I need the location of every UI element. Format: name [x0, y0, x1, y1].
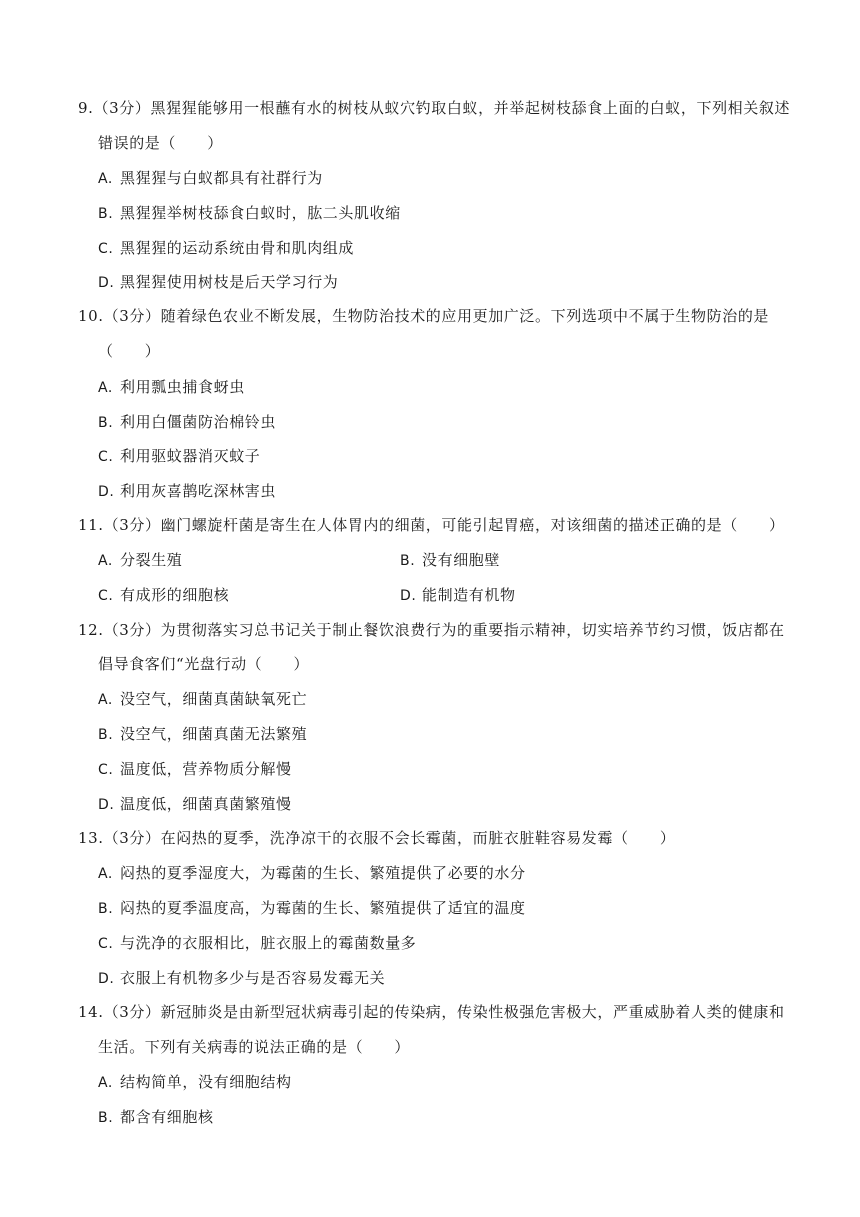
option-a — [98, 377, 245, 398]
question-stem-continued: （ ） — [98, 342, 161, 360]
option-letter: A. — [98, 866, 113, 882]
question-score: （3分） — [103, 621, 161, 639]
option-letter: D. — [400, 588, 417, 604]
question-stem — [78, 306, 798, 326]
question-score: （3分） — [103, 307, 161, 325]
question-score: （3分） — [103, 829, 161, 847]
option-text: 黑猩猩的运动系统由骨和肌肉组成 — [120, 239, 355, 257]
question-text: 幽门螺旋杆菌是寄生在人体胃内的细菌，可能引起胃癌，对该细菌的描述正确的是（ ） — [160, 516, 785, 534]
option-text: 利用瓢虫捕食蚜虫 — [120, 378, 245, 396]
option-text: 没空气，细菌真菌缺氧死亡 — [120, 690, 308, 708]
question-stem — [78, 515, 798, 535]
question-stem-continued: 生活。下列有关病毒的说法正确的是（ ） — [98, 1038, 411, 1056]
question-text: 为贯彻落实习总书记关于制止餐饮浪费行为的重要指示精神，切实培养节约习惯，饭店都在 — [160, 621, 785, 639]
option-letter: A. — [98, 1075, 113, 1091]
option-letter: A. — [98, 553, 113, 569]
option-text: 衣服上有机物多少与是否容易发霉无关 — [120, 969, 386, 987]
option-text: 闷热的夏季温度高，为霉菌的生长、繁殖提供了适宜的温度 — [120, 899, 526, 917]
option-text: 都含有细胞核 — [120, 1108, 214, 1126]
option-text: 没空气，细菌真菌无法繁殖 — [120, 725, 308, 743]
option-b — [98, 412, 276, 433]
option-d — [98, 794, 292, 815]
option-a — [98, 689, 307, 710]
option-c — [98, 446, 260, 467]
option-c — [98, 238, 354, 259]
option-d — [98, 272, 338, 293]
option-c — [98, 585, 229, 606]
option-text: 没有细胞壁 — [422, 551, 501, 569]
option-text: 闷热的夏季湿度大，为霉菌的生长、繁殖提供了必要的水分 — [120, 864, 526, 882]
option-letter: C. — [98, 936, 114, 952]
option-letter: A. — [98, 692, 113, 708]
option-text: 黑猩猩举树枝舔食白蚁时，肱二头肌收缩 — [120, 204, 401, 222]
question-stem-continued: 倡导食客们“光盘行动（ ） — [98, 655, 310, 673]
option-letter: B. — [98, 206, 114, 222]
option-letter: C. — [98, 588, 114, 604]
option-d — [400, 585, 516, 606]
option-text: 黑猩猩使用树枝是后天学习行为 — [120, 273, 339, 291]
question-number: 12. — [78, 621, 104, 639]
option-letter: A. — [98, 380, 113, 396]
option-letter: D. — [98, 484, 115, 500]
option-text: 分裂生殖 — [120, 551, 183, 569]
question-score: （3分） — [103, 516, 161, 534]
option-d — [98, 968, 385, 989]
question-text: 新冠肺炎是由新型冠状病毒引起的传染病，传染性极强危害极大，严重威胁着人类的健康和 — [160, 1003, 785, 1021]
option-a — [98, 863, 526, 884]
option-letter: B. — [98, 1110, 114, 1126]
option-b — [98, 1107, 214, 1128]
option-text: 利用灰喜鹊吃深林害虫 — [120, 482, 277, 500]
question-stem — [78, 1002, 798, 1022]
option-text: 黑猩猩与白蚁都具有社群行为 — [120, 169, 323, 187]
question-text: 随着绿色农业不断发展，生物防治技术的应用更加广泛。下列选项中不属于生物防治的是 — [160, 307, 770, 325]
option-text: 能制造有机物 — [422, 586, 516, 604]
option-letter: D. — [98, 971, 115, 987]
option-b — [98, 203, 401, 224]
option-text: 与洗净的衣服相比，脏衣服上的霉菌数量多 — [120, 934, 417, 952]
option-letter: C. — [98, 241, 114, 257]
option-text: 温度低，细菌真菌繁殖慢 — [120, 795, 292, 813]
question-stem-continued: 错误的是（ ） — [98, 134, 223, 152]
option-letter: D. — [98, 797, 115, 813]
option-text: 结构简单，没有细胞结构 — [120, 1073, 292, 1091]
option-letter: A. — [98, 171, 113, 187]
option-c — [98, 759, 292, 780]
option-letter: C. — [98, 449, 114, 465]
question-text: 黑猩猩能够用一根蘸有水的树枝从蚁穴钓取白蚁，并举起树枝舔食上面的白蚁，下列相关叙述 — [150, 99, 791, 117]
option-letter: B. — [98, 727, 114, 743]
question-stem — [78, 98, 798, 118]
question-number: 11. — [78, 516, 104, 534]
question-stem — [78, 828, 798, 848]
option-b — [98, 898, 526, 919]
option-text: 利用白僵菌防治棉铃虫 — [120, 413, 277, 431]
option-text: 有成形的细胞核 — [120, 586, 230, 604]
option-d — [98, 481, 276, 502]
option-letter: B. — [98, 901, 114, 917]
question-number: 13. — [78, 829, 104, 847]
option-letter: D. — [98, 275, 115, 291]
question-text: 在闷热的夏季，洗净凉干的衣服不会长霉菌，而脏衣脏鞋容易发霉（ ） — [160, 829, 676, 847]
question-score: （3分） — [93, 99, 151, 117]
option-a — [98, 550, 182, 571]
option-letter: B. — [98, 415, 114, 431]
question-score: （3分） — [103, 1003, 161, 1021]
question-number: 9. — [78, 99, 94, 117]
question-number: 14. — [78, 1003, 104, 1021]
option-b — [400, 550, 500, 571]
question-number: 10. — [78, 307, 104, 325]
question-stem — [78, 620, 798, 640]
option-a — [98, 1072, 292, 1093]
option-b — [98, 724, 307, 745]
option-letter: B. — [400, 553, 416, 569]
option-letter: C. — [98, 762, 114, 778]
option-c — [98, 933, 416, 954]
option-a — [98, 168, 323, 189]
option-text: 温度低，营养物质分解慢 — [120, 760, 292, 778]
option-text: 利用驱蚊器消灭蚊子 — [120, 447, 261, 465]
